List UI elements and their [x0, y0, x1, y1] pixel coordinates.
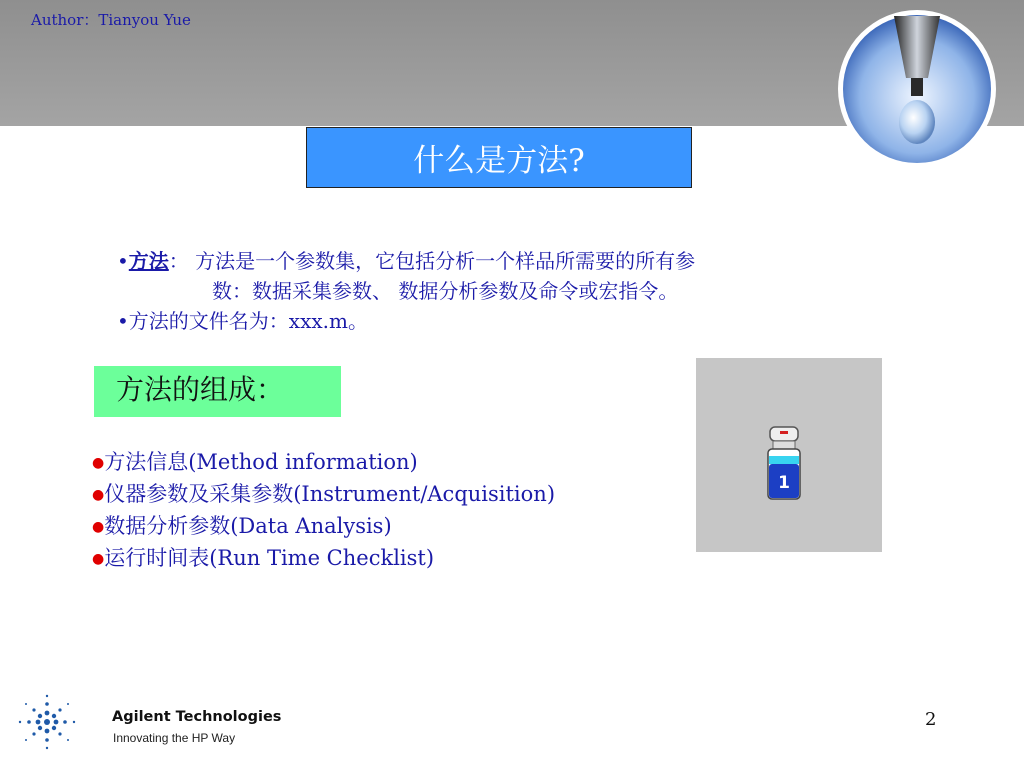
- components-list: [92, 447, 555, 575]
- definition-line-2: 数：数据采集参数、 数据分析参数及命令或宏指令。: [212, 279, 679, 303]
- component-text: 数据分析参数(Data Analysis): [104, 514, 392, 538]
- list-item: [92, 447, 555, 479]
- components-heading: 方法的组成：: [116, 373, 285, 406]
- definition-term: 方法: [128, 249, 169, 273]
- filename-bullet: •方法的文件名为：xxx.m。: [117, 309, 368, 333]
- list-item: [92, 479, 555, 511]
- page-title: 什么是方法?: [306, 127, 692, 188]
- bullet-dot-icon: ●: [92, 455, 105, 471]
- vial-panel: [696, 358, 882, 552]
- definition-section: [117, 246, 877, 336]
- filename-text: 方法的文件名为：xxx.m。: [128, 309, 368, 333]
- sample-vial-icon: [766, 426, 802, 500]
- brand-name: Agilent Technologies: [112, 709, 282, 725]
- definition-colon: ：: [168, 249, 189, 273]
- component-text: 方法信息(Method information): [104, 450, 418, 474]
- author-label: Author：Tianyou Yue: [31, 11, 191, 29]
- definition-bullet: •方法： 方法是一个参数集，它包括分析一个样品所需要的所有参: [117, 249, 696, 273]
- vial-number: 1: [778, 473, 790, 493]
- bullet-dot-icon: ●: [92, 487, 105, 503]
- list-item: [92, 511, 555, 543]
- bullet-dot-icon: ●: [92, 551, 105, 567]
- agilent-spark-logo: [12, 692, 82, 752]
- brand-tagline: Innovating the HP Way: [113, 731, 236, 745]
- definition-line-1: 方法是一个参数集，它包括分析一个样品所需要的所有参: [195, 249, 696, 273]
- list-item: [92, 543, 555, 575]
- page-number: 2: [925, 709, 937, 730]
- component-text: 运行时间表(Run Time Checklist): [104, 546, 435, 570]
- syringe-droplet-icon: [836, 8, 998, 170]
- component-text: 仪器参数及采集参数(Instrument/Acquisition): [104, 482, 556, 506]
- bullet-dot-icon: ●: [92, 519, 105, 535]
